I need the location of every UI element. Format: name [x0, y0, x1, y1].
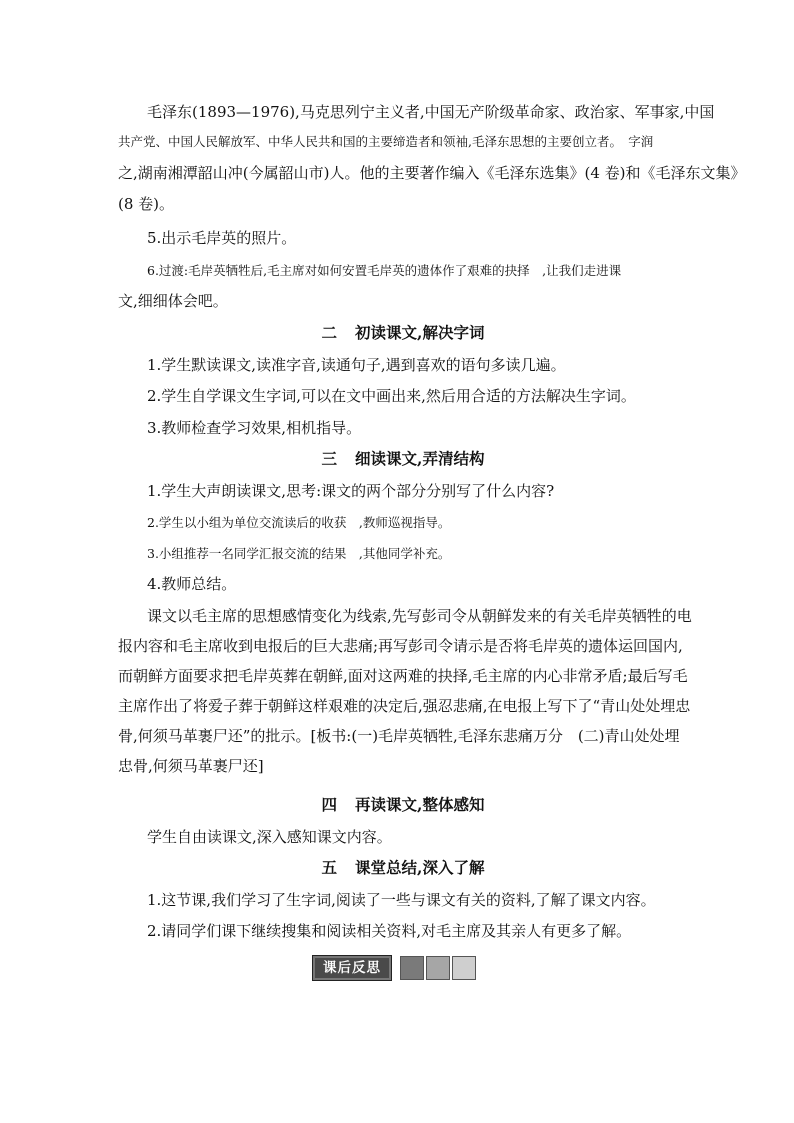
section-5-heading — [118, 853, 688, 883]
section-2-item-1: 1.学生默读课文,读准字音,读通句子,遇到喜欢的语句多读几遍。 — [147, 356, 566, 374]
intro-line-3: 之,湖南湘潭韶山冲(今属韶山市)人。他的主要著作编入《毛泽东选集》(4 卷)和《毛泽东文集》 — [118, 164, 746, 182]
section-3-item-3: 3.小组推荐一名同学汇报交流的结果 ,其他同学补充。 — [147, 546, 451, 561]
section-5-title: 课堂总结,深入了解 — [355, 858, 485, 877]
section-4-number: 四 — [321, 795, 338, 814]
after-class-reflection-banner — [312, 956, 476, 980]
intro-line-1: 毛泽东(1893—1976),马克思列宁主义者,中国无产阶级革命家、政治家、军事家,中国 — [147, 103, 715, 121]
section-2-item-2: 2.学生自学课文生字词,可以在文中画出来,然后用合适的方法解决生字词。 — [147, 387, 636, 405]
section-4-body: 学生自由读课文,深入感知课文内容。 — [147, 828, 392, 846]
section-2-heading — [118, 318, 688, 348]
section-2-number: 二 — [321, 323, 338, 342]
section-4-title: 再读课文,整体感知 — [355, 795, 485, 814]
banner-divider — [392, 956, 398, 980]
section-3-summary: 课文以毛主席的思想感情变化为线索,先写彭司令从朝鲜发来的有关毛岸英牺牲的电报内容和毛主席收到电报后的巨大悲痛;再写彭司令请示是否将毛岸英的遗体运回国内,而朝鲜方面要求把毛岸英葬在朝鲜,面对这两难的抉择,毛主席的内心非常矛盾;最后写毛主席作出了将爱子葬于朝鲜这样艰难的决定后,强忍悲痛,在电报上写下了“青山处处埋忠骨,何须马革裹尸还”的批示。[板书:(一)毛岸英牺牲,毛泽东悲痛万分 (二)青山处处埋忠骨,何须马革裹尸还] — [118, 607, 692, 775]
section-3-number: 三 — [321, 449, 338, 468]
section-2-title: 初读课文,解决字词 — [355, 323, 485, 342]
intro-line-4: (8 卷)。 — [118, 195, 175, 213]
step-6-line-1: 6.过渡:毛岸英牺牲后,毛主席对如何安置毛岸英的遗体作了艰难的抉择 ,让我们走进课 — [147, 263, 622, 278]
section-3-heading — [118, 444, 688, 474]
intro-line-2: 共产党、中国人民解放军、中华人民共和国的主要缔造者和领袖,毛泽东思想的主要创立者。 字润 — [118, 134, 654, 149]
banner-square-dark — [400, 956, 424, 980]
section-3-item-2: 2.学生以小组为单位交流读后的收获 ,教师巡视指导。 — [147, 515, 451, 530]
banner-square-light — [452, 956, 476, 980]
banner-square-mid — [426, 956, 450, 980]
banner-label: 课后反思 — [312, 955, 392, 981]
section-2-item-3: 3.教师检查学习效果,相机指导。 — [147, 419, 362, 437]
section-3-item-1: 1.学生大声朗读课文,思考:课文的两个部分分别写了什么内容? — [147, 482, 555, 500]
section-5-item-1: 1.这节课,我们学习了生字词,阅读了一些与课文有关的资料,了解了课文内容。 — [147, 891, 656, 909]
section-4-heading — [118, 790, 688, 820]
step-5: 5.出示毛岸英的照片。 — [147, 229, 297, 247]
section-5-item-2: 2.请同学们课下继续搜集和阅读相关资料,对毛主席及其亲人有更多了解。 — [147, 922, 632, 940]
section-3-item-4: 4.教师总结。 — [147, 575, 237, 593]
step-6-line-2: 文,细细体会吧。 — [118, 292, 228, 310]
section-5-number: 五 — [321, 858, 338, 877]
section-3-title: 细读课文,弄清结构 — [355, 449, 485, 468]
